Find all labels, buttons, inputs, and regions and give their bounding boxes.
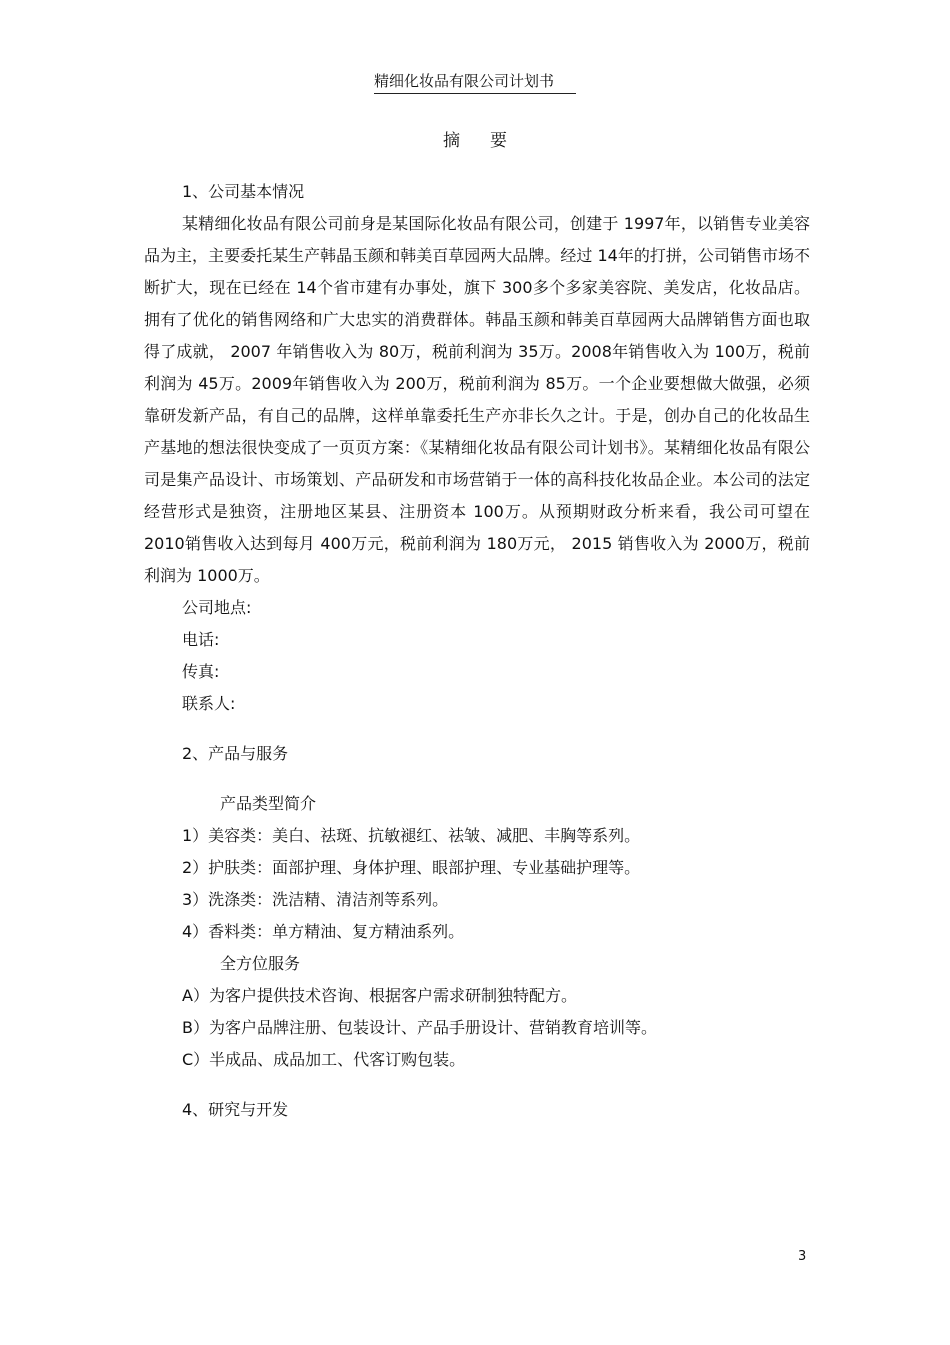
section2-heading: 2、产品与服务 bbox=[182, 744, 289, 763]
running-header bbox=[0, 70, 950, 94]
contact-address: 公司地点: bbox=[182, 598, 252, 617]
page-title: 摘要 bbox=[443, 131, 537, 151]
contact-fax: 传真: bbox=[182, 662, 220, 681]
service-item: A）为客户提供技术咨询、根据客户需求研制独特配方。 bbox=[182, 986, 577, 1005]
document-body bbox=[144, 176, 810, 1126]
product-type-title: 产品类型简介 bbox=[220, 794, 317, 813]
service-item: C）半成品、成品加工、代客订购包装。 bbox=[182, 1050, 466, 1069]
section1-paragraph: 某精细化妆品有限公司前身是某国际化妆品有限公司，创建于 1997年，以销售专业美容品为主，主要委托某生产韩晶玉颜和韩美百草园两大品牌。经过 14年的打拼，公司销售市场不断扩大，现在已经在 14个省市建有办事处，旗下 300多个多家美容院、美发店，化妆品店。拥有了优化的销售网络和广大忠实的消费群体。韩晶玉颜和韩美百草园两大品牌销售方面也取得了成就， 2007 年销售收入为 80万，税前利润为 35万。2008年销售收入为 100万，税前利润为 45万。2009年销售收入为 200万，税前利润为 85万。一个企业要想做大做强，必须靠研发新产品，有自己的品牌，这样单靠委托生产亦非长久之计。于是，创办自己的化妆品生产基地的想法很快变成了一页页方案：《某精细化妆品有限公司计划书》。某精细化妆品有限公司是集产品设计、市场策划、产品研发和市场营销于一体的高科技化妆品企业。本公司的法定经营形式是独资，注册地区某县、注册资本 100万。从预期财政分析来看，我公司可望在 2010销售收入达到每月 400万元，税前利润为 180万元， 2015 销售收入为 2000万，税前利润为 1000万。 bbox=[144, 214, 810, 585]
product-item: 1）美容类：美白、祛斑、抗敏褪红、祛皱、减肥、丰胸等系列。 bbox=[182, 826, 641, 845]
product-item: 3）洗涤类：洗洁精、清洁剂等系列。 bbox=[182, 890, 449, 909]
service-item: B）为客户品牌注册、包装设计、产品手册设计、营销教育培训等。 bbox=[182, 1018, 657, 1037]
contact-phone: 电话: bbox=[182, 630, 220, 649]
product-item: 2）护肤类：面部护理、身体护理、眼部护理、专业基础护理等。 bbox=[182, 858, 641, 877]
header-title: 精细化妆品有限公司计划书 bbox=[374, 70, 576, 94]
section1-heading: 1、公司基本情况 bbox=[182, 182, 305, 201]
product-item: 4）香料类：单方精油、复方精油系列。 bbox=[182, 922, 465, 941]
page-number: 3 bbox=[798, 1249, 807, 1264]
section4-heading: 4、研究与开发 bbox=[182, 1100, 289, 1119]
contact-person: 联系人: bbox=[182, 694, 236, 713]
service-title: 全方位服务 bbox=[220, 954, 301, 973]
